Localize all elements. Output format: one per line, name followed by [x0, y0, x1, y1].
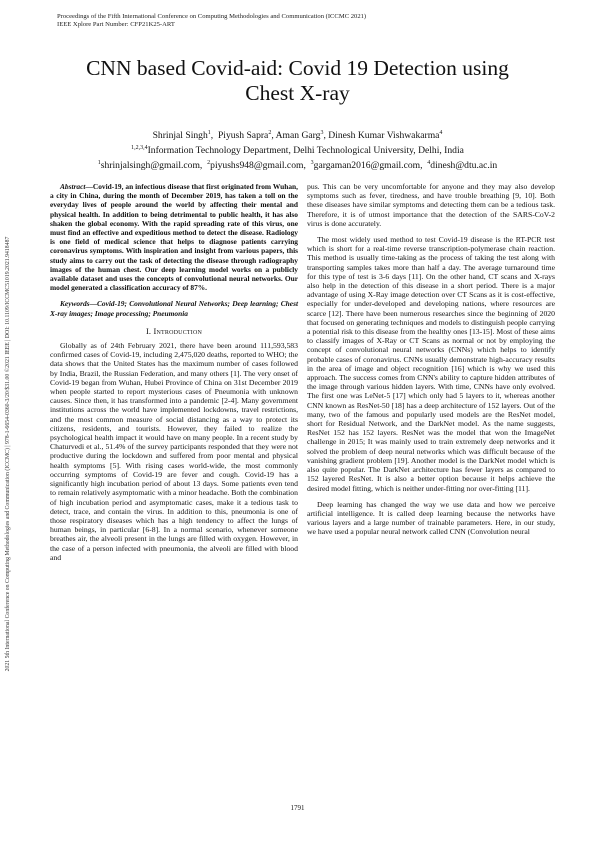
- paper-title: [40, 56, 555, 106]
- author-sup: 4: [439, 130, 443, 136]
- body-paragraph: Globally as of 24th February 2021, there have been around 111,593,583 confirmed cases of Covid-19, including 2,475,020 deaths, reported to WHO; the data shows that the United States has the maximum number of cases followed by India, Brazil, the Russian Federation, and many others [1]. The very onset of Covid-19 began from Wuhan, Hubei Province of China on 31st December 2019 when people started to report mysterious cases of Pneumonia with unknown causes. Since then, it has transformed into a pandemic [2-4]. Many government institutions across the world have implemented lockdowns, travel restrictions, and the most common measure of social distancing as a way to protect its citizens, residents, and tourists. However, they failed to realize the psychological health impact it would have on many people. In a recent study by Chaturvedi et al., 51.4% of the survey participants responded that they were not productive during the lockdown and suffered from poor mental and physical health symptoms [5]. With rising cases world-wide, the most commonly occurring symptoms of Covid-19 are fever and cough. Covid-19 has a significantly high incubation period of about 13 days. Some patients even tend to remain relatively asymptomatic with a minor headache. Both the combination of high incubation period and asymptomatic cases, make it a tedious task to detect, trace, and contain the virus. In addition to this, pneumonia is one of those respiratory diseases which has a high tendency to affect the lungs of human beings, in particular [6-8]. In a normal scenario, whenever someone breathes air, the alveoli present in the lungs are filled with oxygen. However, in the case of a person infected with pneumonia, the alveoli are filled with blood and: [50, 341, 298, 562]
- side-citation-text: 2021 5th International Conference on Computing Methodologies and Communication (ICCMC) | 978-1-6654-0360-3/20/$31.00 ©2021 IEEE | DOI: 10.1109/ICCMC51019.2021.9418487: [5, 236, 11, 672]
- keywords-label: Keywords—: [60, 299, 97, 309]
- header-line-1: Proceedings of the Fifth International Conference on Computing Methodologies and Communication (ICCMC 2021): [57, 13, 367, 20]
- abstract-label: Abstract—: [60, 182, 93, 191]
- email-sup: 3: [310, 160, 314, 167]
- author-name: Piyush Sapra: [217, 130, 269, 142]
- author-name: Aman Garg: [275, 130, 321, 142]
- abstract-text: Covid-19, an infectious disease that first originated from Wuhan, a city in China, during the month of December 2019, has taken a toll on the everyday lives of people around the world by affecting their mental and physical health. In addition to being detrimental to public health, it has also shaken the global economy. With the rapid spreading rate of this virus, one must find an effective and expeditious method to detect the disease. Radiology is one field of medical science that helps to diagnose patients carrying coronavirus symptoms. With inspiration and insight from various papers, this study aims to carry out the task of detecting the disease through radiography images of the human chest. Our deep learning model works on a publicly available dataset and uses the concepts of convolutional neural networks. Our model generated a classification accuracy of 87%.: [50, 182, 298, 293]
- section-number: I.: [145, 326, 152, 336]
- email-link[interactable]: dinesh@dtu.ac.in: [430, 160, 498, 172]
- author-sup: 3: [320, 130, 324, 136]
- body-paragraph: pus. This can be very uncomfortable for anyone and they may also develop symptoms such as fever, tiredness, and have trouble breathing [9, 10]. Both these diseases have similar symptoms and detecting them can be a tedious task. Therefore, it is of utmost importance that the detection of the SARS-CoV-2 virus is done accurately.: [307, 182, 555, 228]
- section-heading-introduction: [50, 327, 298, 336]
- author-sup: 1: [207, 130, 211, 136]
- author-block: [40, 127, 555, 173]
- page-number: 1791: [290, 804, 305, 812]
- email-sup: 1: [97, 160, 101, 167]
- author-sup: 2: [268, 130, 272, 136]
- header-line-2: IEEE Xplore Part Number: CFP21K25-ART: [57, 21, 175, 29]
- abstract: [50, 182, 298, 292]
- keywords-text: Covid-19; Convolutional Neural Networks; Deep learning; Chest X-ray images; Image processing; Pneumonia: [50, 299, 298, 318]
- email-sup: 4: [427, 160, 431, 167]
- keywords: [50, 299, 298, 317]
- email-link[interactable]: shrinjalsingh@gmail.com,: [100, 160, 203, 172]
- title-line-1: CNN based Covid-aid: Covid 19 Detection using: [86, 56, 509, 80]
- body-paragraph: The most widely used method to test Covid-19 disease is the RT-PCR test which is short for a real-time reverse transcription-polymerase chain reaction. This method is usually time-taking as the process of taking the test along with transporting samples takes more than half a day. The average turnaround time for this type of test is 3-6 days [11]. On the other hand, CT scans and X-rays also help in the detection of this disease in a short period. There is a major advantage of using X-Ray image detection over CT Scans as it is cost-effective, especially for under-developed and developing nations, where resources are scarce [12]. There have been numerous researches since the beginning of 2020 that focused on generating techniques and models to distinguish people carrying a potential risk to this disease from the healthy ones [13-15]. Most of these aims to classify images of X-Ray or CT Scans as normal or not by employing the concept of convolutional neural networks (CNNs) which helps to identify probable cases of coronavirus. CNNs usually demonstrate high-accuracy results in the area of image and object recognition [16] which is why we used this approach. The success comes from CNN's ability to capture hidden attributes of the image through various hidden layers. With time, CNNs have only evolved. The first one was LeNet-5 [17] which only had 5 layers to it, whereas another CNN known as ResNet-50 [18] has a deep architecture of 152 layers. Out of the many, two of the famous and popularly used models are the ResNet model, short for Residual Network, and the DarkNet model. As the name suggests, ResNet 152 has 152 layers. ResNet was the model that won the ImageNet challenge in 2015; It was mainly used to train extremely deep networks and it solved the problem of deep neural networks which was difficult because of the vanishing gradient problem [19]. Another model is the DarkNet model which is also quite popular. The DarkNet architecture has fewer layers as compared to 152 layered ResNet. It is also a better option because it helps achieve the desired model fitting, which is neither under-fitting nor over-fitting [11].: [307, 235, 555, 493]
- affiliation-sup: 1,2,3,4: [131, 145, 148, 152]
- email-link[interactable]: gargaman2016@gmail.com,: [313, 160, 423, 172]
- title-line-2: Chest X-ray: [245, 81, 350, 105]
- section-title: Introduction: [153, 326, 203, 336]
- side-citation-note: [0, 104, 16, 804]
- author-name: Shrinjal Singh: [152, 130, 208, 142]
- body-paragraph: Deep learning has changed the way we use data and how we perceive artificial intelligence. It is called deep learning because the networks have various layers and a large number of trainable parameters. Here, in our study, we have used a popular neural network called CNN (Convolution neural: [307, 499, 555, 537]
- email-link[interactable]: piyushs948@gmail.com,: [210, 160, 306, 172]
- running-header: [57, 13, 537, 30]
- author-affiliation: [40, 142, 555, 157]
- author-name: Dinesh Kumar Vishwakarma: [328, 130, 440, 142]
- right-column: [307, 182, 555, 537]
- author-names: Shrinjal Singh$^1$, Piyush Sapra$^2$, Aman Garg$^3$, Dinesh Kumar Vishwakarma$^4$: [152, 130, 443, 142]
- author-emails: [40, 157, 555, 172]
- email-sup: 2: [207, 160, 211, 167]
- affiliation-text: Information Technology Department, Delhi Technological University, Delhi, India: [147, 145, 464, 157]
- left-column: [50, 182, 298, 562]
